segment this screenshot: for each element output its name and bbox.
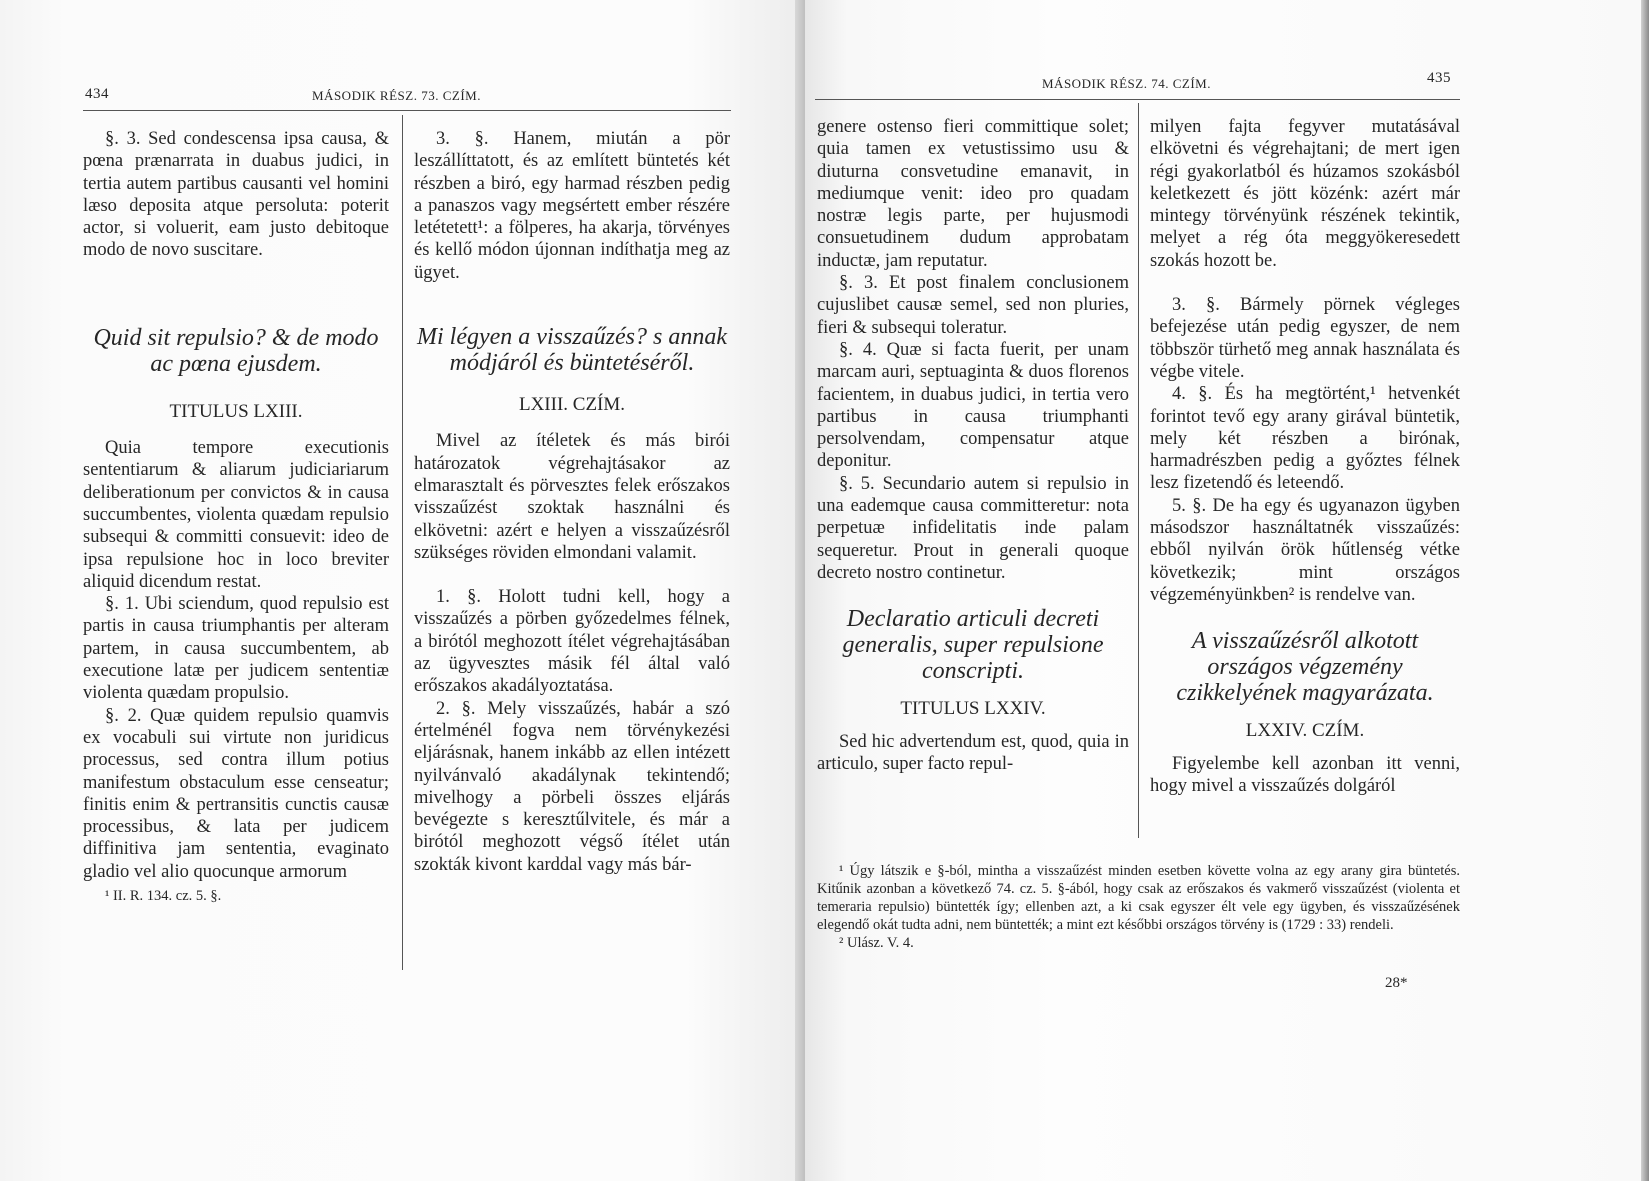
running-head-left: MÁSODIK RÉSZ. 73. CZÍM. bbox=[312, 88, 481, 103]
latin-titulus: TITULUS LXIII. bbox=[169, 400, 303, 422]
hungarian-column-right bbox=[1150, 116, 1460, 797]
latin-footnote-left: ¹ II. R. 134. cz. 5. §. bbox=[105, 888, 222, 905]
right-page bbox=[805, 0, 1649, 1181]
hungarian-heading: Mi légyen a visszaűzés? s annak módjáról és büntetéséről. bbox=[417, 324, 727, 377]
latin-heading: Quid sit repulsio? & de modo ac pœna ejusdem. bbox=[93, 324, 379, 377]
hungarian-para-5: 5. §. De ha egy és ugyanazon ügyben másodszor használtatnék visszaűzés: ebből nyilván örök hűtlenség vétke következik; mint országos végzeményünkben² is rendelve van. bbox=[1150, 495, 1460, 605]
hungarian-continuation: milyen fajta fegyver mutatásával elkövetni és végrehajtani; de mert igen régi gyakorlatból és húzamos szokásból keletkezett és jött közénk: azért már mintegy törvényünk részének tekintik, melyet a rég óta meggyökeresedett szokás hozott be. bbox=[1150, 117, 1460, 271]
hungarian-heading-right: A visszaűzésről alkotott országos végzemény czikkelyének magyarázata. bbox=[1176, 628, 1434, 707]
page-number-left: 434 bbox=[85, 86, 109, 102]
latin-para-1: §. 1. Ubi sciendum, quod repulsio est partis in causa triumphantis per alteram partem, in causa succumbentem, ab executione latæ per judicem sententiæ violenta quædam propulsio. bbox=[83, 594, 389, 704]
latin-titulus-right: TITULUS LXXIV. bbox=[900, 698, 1046, 720]
latin-heading-right: Declaratio articuli decreti generalis, super repulsione conscripti. bbox=[842, 606, 1104, 685]
hungarian-titulus: LXIII. CZÍM. bbox=[518, 394, 626, 416]
latin-intro-right: Sed hic advertendum est, quod, quia in articulo, super facto repul- bbox=[817, 731, 1129, 774]
latin-para-3-right: §. 3. Et post finalem conclusionem cujuslibet causæ semel, sed non pluries, fieri & subsequi toleratur. bbox=[817, 273, 1129, 338]
latin-intro: Quia tempore executionis sententiarum & aliarum judiciariarum deliberationum per convictos & in causa succumbentes, violenta quædam repulsio subsequi & committi consuevit: ideo de ipsa repulsione hoc in loco breviter aliquid dicendum restat. bbox=[83, 438, 389, 592]
latin-para-3: §. 3. Sed condescensa ipsa causa, & pœna prænarrata in duabus judici, in tertia autem partibus causanti vel homini læso deposita atque persoluta: poterit actor, si voluerit, eam justo debitoque modo de novo suscitare. bbox=[83, 129, 389, 261]
latin-para-5: §. 5. Secundario autem si repulsio in una eademque causa committeretur: nota perpetuæ infidelitatis inde palam sequeretur. Prout in generali quoque decreto nostro continetur. bbox=[817, 473, 1129, 583]
latin-para-2: §. 2. Quæ quidem repulsio quamvis ex vocabuli sui virtute non juridicus processus, sed contra illum potius manifestum obstaculum esse censeatur; finitis enim & pertransitis cunctis causæ processibus, & lata per judicem diffinitiva jam sententia, evaginato gladio vel alio quocunque armorum bbox=[83, 705, 389, 882]
hungarian-para-4: 4. §. És ha megtörtént,¹ hetvenkét forintot tevő egy arany girával büntetik, mely két részben a birónak, harmadrészben pedig a győztes félnek lesz fizetendő és leteendő. bbox=[1150, 384, 1460, 494]
left-page bbox=[0, 0, 805, 1181]
latin-column-right bbox=[817, 116, 1129, 775]
latin-continuation: genere ostenso fieri committique solet; quia tamen ex vetustissimo usu & diuturna consvetudine emanavit, in mediumque venit: ideo pro quadam nostræ legis parte, per hujusmodi consuetudinem dudum approbatam inductæ, jam reputatur. bbox=[817, 117, 1129, 271]
hungarian-para-3: 3. §. Hanem, miután a pör leszállíttatott, és az említett büntetés két részben a biró, egy harmad részben pedig a panaszos vagy megsértett ember részére letétetett¹: a fölperes, ha akarja, törvényes és kellő módon újonnan indíthatja meg az ügyet. bbox=[414, 129, 730, 283]
latin-para-4: §. 4. Quæ si facta fuerit, per unam marcam auri, septuaginta & duos florenos facientem, in duabus judici, in tertia vero partibus in causa triumphanti persolvendam, compensatur atque deponitur. bbox=[817, 339, 1129, 472]
page-number-right: 435 bbox=[1427, 70, 1451, 86]
hungarian-para-3-right: 3. §. Bármely pörnek végleges befejezése után pedig egyszer, de nem többször türhető meg annak használata és végbe vitele. bbox=[1150, 295, 1460, 382]
column-divider-right bbox=[1138, 103, 1139, 838]
hungarian-column-left bbox=[414, 128, 730, 876]
hungarian-titulus-right: LXXIV. CZÍM. bbox=[1245, 720, 1365, 742]
column-divider-left bbox=[402, 115, 403, 970]
header-rule-left bbox=[83, 110, 731, 111]
footnotes-right bbox=[817, 862, 1460, 952]
footnote-2: ² Ulász. V. 4. bbox=[839, 935, 914, 951]
latin-column-left bbox=[83, 128, 389, 905]
footnote-1: ¹ Úgy látszik e §-ból, mintha a visszaűzést minden esetben követte volna az egy arany gira büntetés. Kitűnik azonban a következő 74. cz. 5. §-ából, hogy csak az erőszakos és vakmerő visszaűzést (violenta et temeraria repulsio) büntették így; ellenben azt, a ki csak egyszer élt vele egy ügyben, és visszaűzésének elegendő okát tudta adni, nem büntették; a mint ezt későbbi országos törvény is (1729 : 33) rendeli. bbox=[817, 863, 1460, 933]
running-head-right: MÁSODIK RÉSZ. 74. CZÍM. bbox=[1042, 76, 1211, 91]
header-rule-right bbox=[815, 99, 1460, 100]
page-edge-shadow bbox=[1641, 0, 1649, 1181]
hungarian-intro-right: Figyelembe kell azonban itt venni, hogy mivel a visszaűzés dolgáról bbox=[1150, 753, 1460, 796]
hungarian-para-2: 2. §. Mely visszaűzés, habár a szó értelménél fogva nem törvénykezési eljárásnak, hanem inkább az ellen intézett nyilvánvaló akadálynak tekintendő; mivelhogy a pörbeli összes eljárás bevégezte s keresztűlvitele, és már a birótól meghozott végső ítélet után szokták kivont karddal vagy más bár- bbox=[414, 698, 730, 875]
hungarian-intro: Mivel az ítéletek és más birói határozatok végrehajtásakor az elmarasztalt és pörvesztes felek erőszakos visszaűzést szoktak használni és elkövetni: azért e helyen a visszaűzésről szükséges röviden elmondani valamit. bbox=[414, 431, 730, 563]
hungarian-para-1: 1. §. Holott tudni kell, hogy a visszaűzés a pörben győzedelmes félnek, a birótól meghozott ítélet végrehajtásában az ügyvesztes másik fél által való erőszakos akadályoztatása. bbox=[414, 587, 730, 697]
signature-mark: 28* bbox=[1385, 975, 1408, 991]
